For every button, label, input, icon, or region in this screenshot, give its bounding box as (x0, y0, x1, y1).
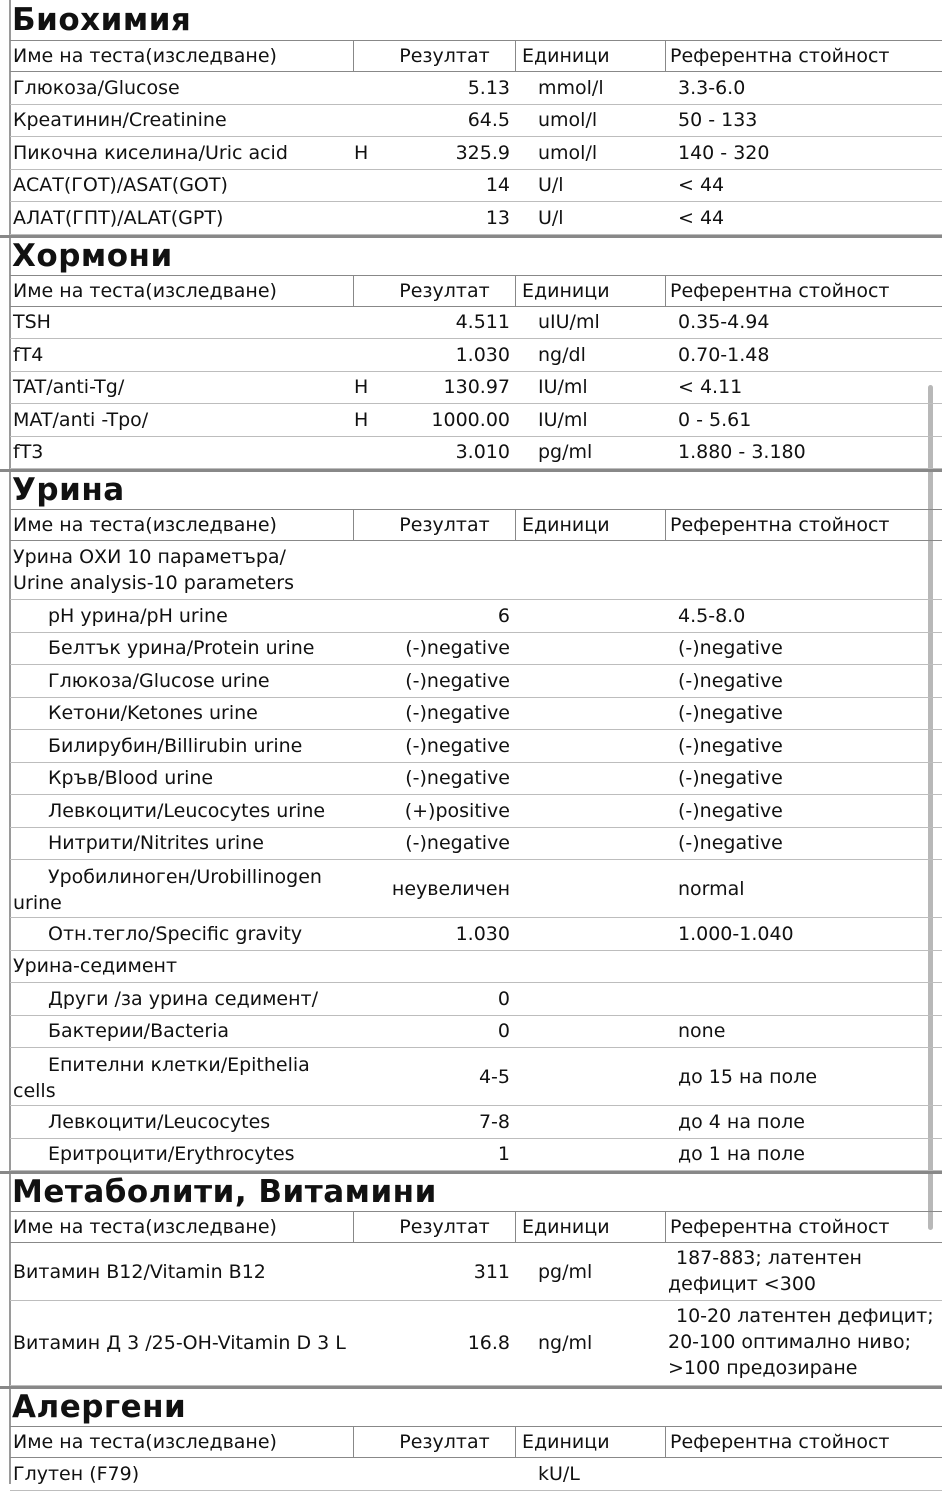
row-unit (516, 763, 666, 795)
table-row (10, 633, 942, 666)
row-result: 5.13 (467, 76, 510, 99)
group-label-line2: Urine analysis-10 parameters (13, 572, 294, 594)
table-header (10, 275, 942, 307)
row-result: 16.8 (467, 1332, 510, 1354)
row-result: 1.030 (455, 343, 510, 366)
row-result: (-)negative (405, 734, 510, 757)
row-unit (516, 698, 666, 730)
table-header (10, 1211, 942, 1243)
table-row (10, 1243, 942, 1301)
row-flag (354, 339, 384, 371)
table-row (10, 1048, 942, 1106)
table-row (10, 983, 942, 1016)
row-unit: U/l (538, 206, 564, 229)
table-row (10, 307, 942, 340)
section-title-hormones: Хормони (0, 235, 942, 275)
row-reference: 0.35-4.94 (678, 311, 770, 334)
row-reference: 1.880 - 3.180 (678, 441, 806, 464)
row-name: Глюкоза/Glucose urine (48, 669, 270, 692)
row-reference: 50 - 133 (678, 109, 758, 132)
row-name: АСАТ(ГОТ)/ASAT(GOT) (13, 174, 228, 197)
row-reference: < 44 (678, 174, 725, 197)
section-title-biochemistry: Биохимия (12, 2, 192, 38)
section-title-metabolites-vitamins: Метаболити, Витамини (0, 1171, 942, 1211)
row-result: (-)negative (405, 832, 510, 855)
row-result: 1.030 (455, 922, 510, 945)
table-row (10, 763, 942, 796)
row-name-line2: cells (13, 1080, 56, 1102)
row-reference: < 44 (678, 206, 725, 229)
row-reference: none (678, 1020, 726, 1043)
row-name: Нитрити/Nitrites urine (48, 832, 264, 855)
row-name: pH урина/pH urine (48, 604, 228, 627)
row-name: Глутен (F79) (13, 1462, 140, 1485)
row-reference: (-)negative (678, 734, 783, 757)
row-result: 4.511 (455, 311, 510, 334)
row-result: 6 (497, 604, 510, 627)
col-header-units: Единици (516, 276, 666, 306)
row-unit: U/l (538, 174, 564, 197)
row-reference (666, 983, 942, 1015)
row-flag (354, 72, 384, 104)
row-reference: (-)negative (678, 669, 783, 692)
row-name: Бактерии/Bacteria (48, 1020, 230, 1043)
table-row (10, 372, 942, 405)
urine-rows (0, 600, 942, 860)
col-header-units: Единици (516, 1212, 666, 1242)
table-row (10, 137, 942, 170)
row-result: 4-5 (478, 1065, 510, 1088)
table-row (10, 404, 942, 437)
group-row-urine-analysis (10, 541, 942, 600)
row-flag (354, 170, 384, 202)
row-result: 325.9 (455, 141, 510, 164)
col-header-result: Резултат (354, 1427, 516, 1457)
row-result: неувеличен (391, 877, 510, 900)
row-result: 311 (473, 1260, 510, 1283)
row-result: (-)negative (405, 767, 510, 790)
table-row (10, 437, 942, 470)
col-header-reference: Референтна стойност (670, 45, 890, 67)
row-reference: 0 - 5.61 (678, 408, 752, 431)
row-flag: H (354, 408, 369, 431)
table-row (10, 665, 942, 698)
row-unit: pg/ml (538, 441, 593, 464)
row-unit: ng/ml (538, 1332, 593, 1354)
row-reference: до 4 на поле (678, 1110, 805, 1133)
row-name-line1: Епителни клетки/Epithelia (48, 1054, 310, 1076)
row-unit (516, 730, 666, 762)
col-header-reference: Референтна стойност (670, 1431, 890, 1453)
row-name: Витамин Д 3 /25-OH-Vitamin D 3 L (13, 1332, 346, 1354)
section-title-urine: Урина (0, 469, 942, 509)
row-name: fT4 (13, 343, 44, 366)
row-name: Кетони/Ketones urine (48, 702, 258, 725)
col-header-name: Име на теста(изследване) (10, 41, 354, 71)
row-unit: IU/ml (538, 376, 588, 399)
table-row (10, 1458, 942, 1491)
table-row (10, 600, 942, 633)
row-result: 14 (485, 174, 510, 197)
row-flag (354, 202, 384, 234)
row-result: (-)negative (405, 637, 510, 660)
table-row (10, 1016, 942, 1049)
row-name: Витамин B12/Vitamin B12 (13, 1260, 266, 1283)
biochemistry-rows (0, 72, 942, 235)
table-row (10, 1106, 942, 1139)
row-unit: umol/l (538, 109, 598, 132)
col-header-name: Име на теста(изследване) (10, 276, 354, 306)
col-header-reference: Референтна стойност (670, 279, 890, 302)
row-flag (354, 105, 384, 137)
row-name: fT3 (13, 441, 44, 464)
group-label: Урина-седимент (13, 955, 178, 978)
col-header-result: Резултат (354, 276, 516, 306)
col-header-units: Единици (516, 510, 666, 540)
col-header-reference: Референтна стойност (670, 1216, 890, 1238)
row-unit (516, 1106, 666, 1138)
row-result: 1000.00 (431, 408, 510, 431)
row-unit (516, 665, 666, 697)
row-unit (516, 600, 666, 632)
row-unit (516, 633, 666, 665)
row-reference: до 15 на поле (678, 1065, 818, 1088)
row-name: Креатинин/Creatinine (13, 109, 227, 132)
row-unit (516, 1016, 666, 1048)
row-name: Други /за урина седимент/ (48, 987, 318, 1010)
row-name-line2: urine (13, 892, 62, 914)
row-result: 13 (485, 206, 510, 229)
row-name: Пикочна киселина/Uric acid (13, 141, 288, 164)
table-row (10, 918, 942, 951)
row-result: 0 (497, 1020, 510, 1043)
row-reference: 3.3-6.0 (678, 76, 746, 99)
row-result: (-)negative (405, 669, 510, 692)
row-result: (+)positive (404, 799, 510, 822)
col-header-name: Име на теста(изследване) (10, 510, 354, 540)
row-name: Белтък урина/Protein urine (48, 637, 315, 660)
row-name: Глюкоза/Glucose (13, 76, 180, 99)
row-unit: ng/dl (538, 343, 586, 366)
row-unit (516, 1048, 666, 1105)
col-header-name: Име на теста(изследване) (10, 1427, 354, 1457)
row-name: Левкоцити/Leucocytes (48, 1110, 271, 1133)
row-name: Левкоцити/Leucocytes urine (48, 799, 326, 822)
table-row (10, 828, 942, 861)
table-row (10, 730, 942, 763)
row-name: АЛАТ(ГПТ)/ALAT(GPT) (13, 206, 224, 229)
table-header (10, 40, 942, 72)
row-unit (516, 828, 666, 860)
section-title-allergens: Алергени (0, 1386, 942, 1426)
row-result: 7-8 (478, 1110, 510, 1133)
table-row (10, 170, 942, 203)
col-header-name: Име на теста(изследване) (10, 1212, 354, 1242)
row-reference: (-)negative (678, 767, 783, 790)
row-flag: H (354, 141, 369, 164)
col-header-units: Единици (516, 1427, 666, 1457)
row-flag (354, 437, 384, 469)
table-row (10, 72, 942, 105)
row-name-line1: Уробилиноген/Urobillinogen (48, 866, 322, 888)
col-header-reference: Референтна стойност (670, 514, 890, 536)
table-row (10, 795, 942, 828)
row-unit: pg/ml (538, 1260, 593, 1283)
row-name: Билирубин/Billirubin urine (48, 734, 303, 757)
table-header (10, 1426, 942, 1458)
row-name: Кръв/Blood urine (48, 767, 214, 790)
row-reference: 140 - 320 (678, 141, 770, 164)
row-unit (516, 860, 666, 917)
row-unit: umol/l (538, 141, 598, 164)
group-row-sediment (10, 951, 942, 984)
row-flag: H (354, 376, 369, 399)
row-reference-line3: >100 предозиране (668, 1357, 858, 1379)
table-row (10, 1301, 942, 1386)
row-reference: 4.5-8.0 (678, 604, 746, 627)
row-reference-line2: 20-100 оптимално ниво; (668, 1331, 912, 1353)
row-name: TSH (13, 311, 51, 334)
col-header-result: Резултат (354, 510, 516, 540)
row-reference: normal (678, 877, 745, 900)
row-reference: 1.000-1.040 (678, 922, 794, 945)
row-unit (516, 983, 666, 1015)
row-reference-line2: дефицит <300 (668, 1273, 816, 1295)
row-reference: (-)negative (678, 799, 783, 822)
row-reference: (-)negative (678, 832, 783, 855)
row-reference-line1: 187-883; латентен (676, 1247, 862, 1269)
row-reference: (-)negative (678, 637, 783, 660)
hormone-rows (0, 307, 942, 470)
row-reference-line1: 10-20 латентен дефицит; (676, 1305, 934, 1327)
row-unit: IU/ml (538, 408, 588, 431)
group-label-line1: Урина ОХИ 10 параметъра/ (13, 546, 286, 568)
row-name: Отн.тегло/Specific gravity (48, 922, 303, 945)
row-unit (516, 795, 666, 827)
row-result: 64.5 (467, 109, 510, 132)
row-result: 0 (497, 987, 510, 1010)
col-header-result: Резултат (354, 41, 516, 71)
col-header-units: Единици (516, 41, 666, 71)
row-result (384, 1458, 516, 1490)
row-result: (-)negative (405, 702, 510, 725)
row-unit: mmol/l (538, 76, 604, 99)
row-reference: (-)negative (678, 702, 783, 725)
table-row (10, 698, 942, 731)
row-unit (516, 918, 666, 950)
row-reference: 0.70-1.48 (678, 343, 770, 366)
row-result: 1 (497, 1143, 510, 1166)
row-name: MAT/anti -Tpo/ (13, 408, 149, 431)
row-unit (516, 1139, 666, 1171)
row-result: 3.010 (455, 441, 510, 464)
table-row (10, 105, 942, 138)
col-header-result: Резултат (354, 1212, 516, 1242)
table-row (10, 1139, 942, 1172)
table-row (10, 860, 942, 918)
row-flag (354, 307, 384, 339)
row-reference (666, 1458, 942, 1490)
table-row (10, 202, 942, 235)
row-result: 130.97 (443, 376, 510, 399)
row-unit: uIU/ml (538, 311, 600, 334)
row-reference: до 1 на поле (678, 1143, 805, 1166)
table-row (10, 339, 942, 372)
row-unit: kU/L (538, 1462, 580, 1485)
row-name: Еритроцити/Erythrocytes (48, 1143, 295, 1166)
table-header (10, 509, 942, 541)
row-reference: < 4.11 (678, 376, 743, 399)
row-name: TAT/anti-Tg/ (13, 376, 125, 399)
